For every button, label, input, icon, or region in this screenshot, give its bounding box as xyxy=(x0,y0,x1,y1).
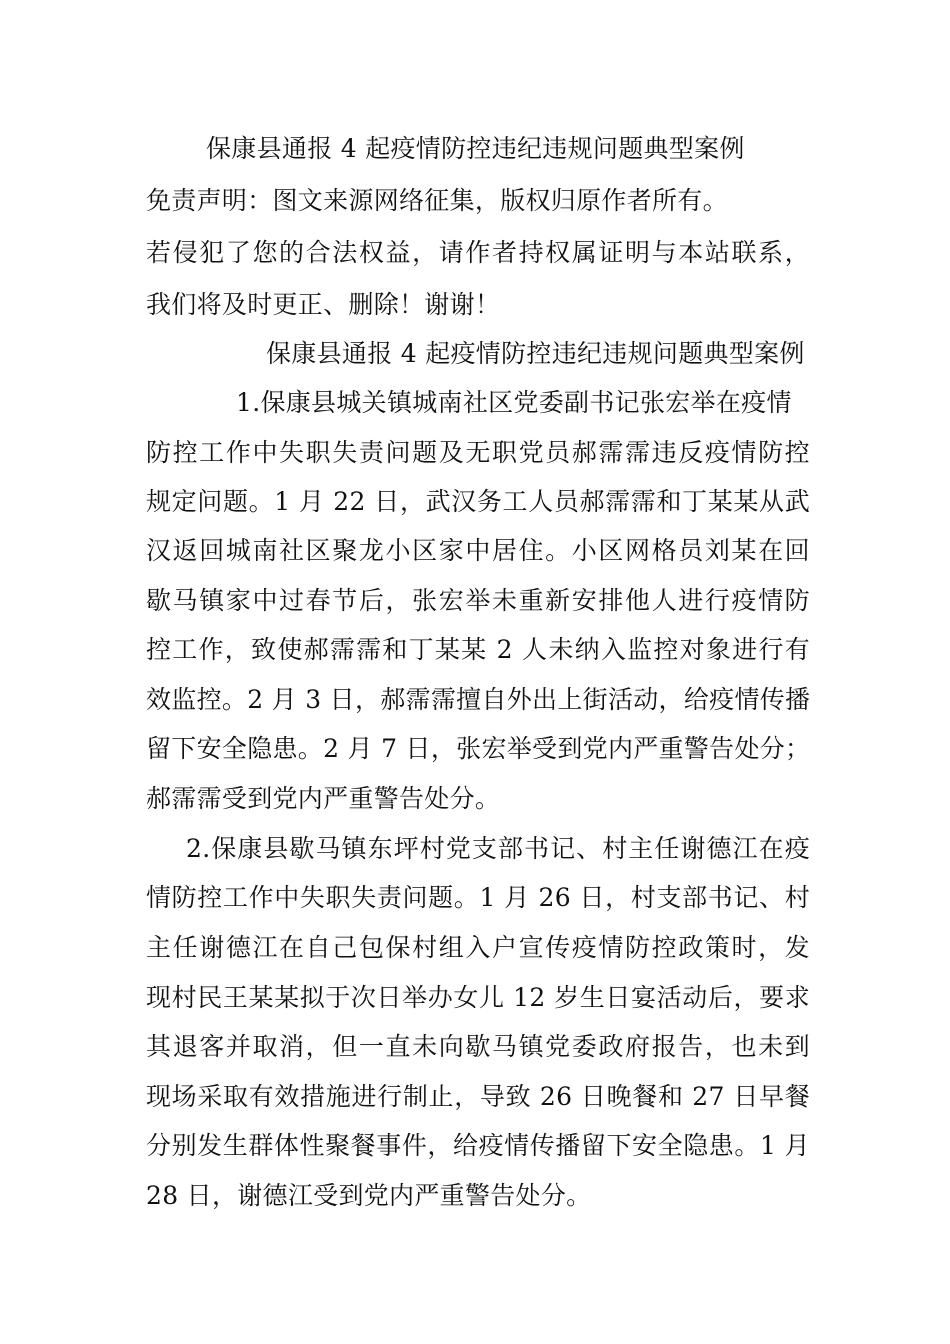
case1-line-8: 留下安全隐患。2 月 7 日，张宏举受到党内严重警告处分； xyxy=(146,734,811,763)
case1-line-2: 防控工作中失职失责问题及无职党员郝霈霈违反疫情防控 xyxy=(146,438,810,467)
case1-line-4: 汉返回城南社区聚龙小区家中居住。小区网格员刘某在回 xyxy=(146,536,810,565)
case1-line-5: 歇马镇家中过春节后，张宏举未重新安排他人进行疫情防 xyxy=(146,586,810,615)
case2-line-7: 分别发生群体性聚餐事件，给疫情传播留下安全隐患。1 月 xyxy=(146,1131,810,1160)
case2-line-8: 28 日，谢德江受到党内严重警告处分。 xyxy=(146,1181,592,1210)
case2-line-6: 现场采取有效措施进行制止，导致 26 日晚餐和 27 日早餐 xyxy=(146,1082,810,1111)
case2-line-2: 情防控工作中失职失责问题。1 月 26 日，村支部书记、村 xyxy=(146,883,810,912)
disclaimer-line-1: 免责声明：图文来源网络征集，版权归原作者所有。 xyxy=(146,186,728,215)
case1-line-6: 控工作，致使郝霈霈和丁某某 2 人未纳入监控对象进行有 xyxy=(146,635,810,664)
disclaimer-line-2: 若侵犯了您的合法权益，请作者持权属证明与本站联系， xyxy=(146,238,810,267)
case2-line-5: 其退客并取消，但一直未向歇马镇党委政府报告，也未到 xyxy=(146,1032,810,1061)
disclaimer-line-3: 我们将及时更正、删除！谢谢！ xyxy=(146,290,501,319)
case2-line-4: 现村民王某某拟于次日举办女儿 12 岁生日宴活动后，要求 xyxy=(146,983,810,1012)
case1-line-7: 效监控。2 月 3 日，郝霈霈擅自外出上街活动，给疫情传播 xyxy=(146,685,811,714)
document-title: 保康县通报 4 起疫情防控违纪违规问题典型案例 xyxy=(206,134,745,163)
case2-line-1: 2.保康县歇马镇东坪村党支部书记、村主任谢德江在疫 xyxy=(186,834,810,863)
case1-line-9: 郝霈霈受到党内严重警告处分。 xyxy=(146,784,501,813)
case1-line-1: 1.保康县城关镇城南社区党委副书记张宏举在疫情 xyxy=(236,388,792,417)
case1-line-3: 规定问题。1 月 22 日，武汉务工人员郝霈霈和丁某某从武 xyxy=(146,487,810,516)
case2-line-3: 主任谢德江在自己包保村组入户宣传疫情防控政策时，发 xyxy=(146,933,810,962)
subtitle: 保康县通报 4 起疫情防控违纪违规问题典型案例 xyxy=(266,339,805,368)
